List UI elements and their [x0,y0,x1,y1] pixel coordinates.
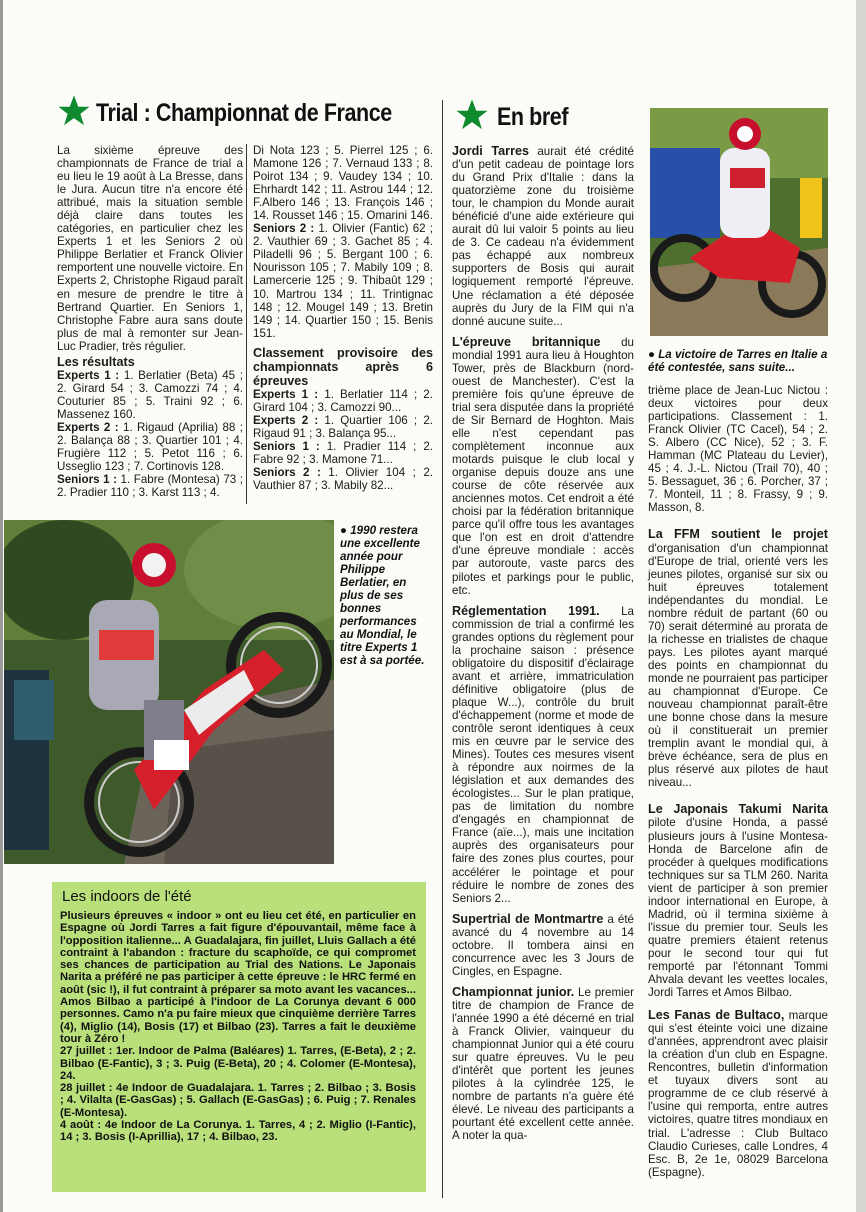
page-edge-left [0,0,3,1212]
results-seniors2: Seniors 2 : 1. Olivier (Fantic) 62 ; 2. Vauthier 69 ; 3. Gachet 85 ; 4. Piladelli 96 ; 5. Bergant 100 ; 6. Nourisson 105 ; 7. Mabily 109 ; 8. Lamercerie 125 ; 9. Thibaût 129 ; 10. Martrou 134 ; 11. Trintignac 148 ; 12. Mougel 149 ; 13. Bretin 149 ; 14. Quartier 150 ; 15. Benis 151. [253,222,433,340]
brief-tarres: Jordi Tarres aurait été crédité d'un petit cadeau de pointage lors du Grand Prix d'Italie : dans la quatorzième zone du troisième tour, le champion du Monde aurait bénéficié d'une aide extérieure qui aurait dû lui valoir 5 points au lieu de 3. Ce cadeau n'a évidemment pas échappé aux nombreux supporters de Bosis qui aurait logiquement remporté l'épreuve. Une réclamation a été déposée auprès du Jury de la FIM qui n'a donné aucune suite... [452,144,634,328]
page-edge-right [856,0,866,1212]
indoors-result-palma: 27 juillet : 1er. Indoor de Palma (Baléares) 1. Tarres, (E-Beta), 2 ; 2. Bilbao (E-Fantic), 3 ; 3. Puig (E-Beta), 20 ; 4. Colomer (E-Montesa), 24. [60,1045,416,1082]
photo-tarres [650,108,828,336]
section-title-trial: Trial : Championnat de France [96,99,392,127]
classement-experts1: Experts 1 : 1. Berlatier 114 ; 2. Girard 104 ; 3. Camozzi 90... [253,387,433,414]
section-title-en-bref: En bref [497,103,569,131]
indoors-paragraph: Plusieurs épreuves « indoor » ont eu lieu cet été, en particulier en Espagne où Jordi Tarres a fait figure d'épouvantail, même face à l'opposition italienne... A Guadalajara, fin juillet, Lluis Gallach a été contraint à l'abandon : fracture du scaphoïde, ce qui compromet ses chances de participation au Trial des Nations. Le Japonais Narita a préféré ne pas participer à cette épreuve : le HRC fermé en août (sic !), il fut contraint à préparer sa moto avant les vacances... Amos Bilbao a participé à l'indoor de La Corunya devant 6 000 personnes. Camo n'a pu faire mieux que cinquième derrière Tarres (4), Miglio (14), Bosis (17) et Bilbao (23). Tarres a fait le deuxième tour à Zéro ! [60,910,416,1045]
results-heading: Les résultats [57,354,135,369]
column-1 [57,144,243,499]
classement-seniors2: Seniors 2 : 1. Olivier 104 ; 2. Vauthier 87 ; 3. Mabily 82... [253,465,433,493]
brief-ffm: La FFM soutient le projet d'organisation d'un championnat d'Europe de trial, orienté vers les jeunes pilotes, organisé sur six ou huit épreuves totalement indépendantes du mondial. Le nombre réduit de partant (60 ou 70) serait déterminé au prorata de la richesse en trialistes de chaque pays. Les pilotes ayant marqué des points en championnat du monde ne pourraient pas participer au championnat d'Europe. Ce nouveau championnat paraît-être une bonne chose dans la mesure où il constituerait un premier tremplin avant le mondial qui, à brève échéance, sera de plus en plus réservé aux pilotes de haut niveau... [648,527,828,790]
indoors-box [52,882,426,1192]
brief-britannique: L'épreuve britannique du mondial 1991 aura lieu à Houghton Tower, près de Blackburn (nord-ouest de Manchester). C'est la première fois qu'une épreuve de trial sera disputée dans la propriété de Sir Bernard de Hoghton. Mais elle n'est cependant pas complètement inconnue aux motards puisque le club local y organise depuis douze ans une course de côte réservée aux anciennes motos. Cet endroit a été choisi par la fédération britannique parce qu'il offre tous les avantages que l'on est en droit d'attendre d'une épreuve mondiale : accès par autoroute, vaste parcs des pilotes et parkings pour le public, etc. [452,334,634,597]
results-seniors1: Seniors 1 : 1. Fabre (Montesa) 73 ; 2. Pradier 110 ; 3. Karst 113 ; 4. [57,473,243,500]
classement-experts2: Experts 2 : 1. Quartier 106 ; 2. Rigaud 91 ; 3. Balança 95... [253,413,433,440]
column-4 [648,384,828,1179]
section-divider [442,100,443,1198]
photo-caption-tarres: ● La victoire de Tarres en Italie a été contestée, sans suite... [648,348,828,374]
indoors-result-guadalajara: 28 juillet : 4e Indoor de Guadalajara. 1. Tarres ; 2. Bilbao ; 3. Bosis ; 4. Vilalta (E-GasGas) ; 5. Gallach (E-GasGas) ; 6. Puig ; 7. Renales (E-Montesa). [60,1082,416,1119]
photo-caption-berlatier: ● 1990 restera une excellente année pour Philippe Berlatier, en plus de ses bonnes performances au Mondial, le titre Experts 1 est à sa portée. [340,524,425,667]
brief-reglementation: Réglementation 1991. La commission de trial a confirmé les grandes options du règlement pour la prochaine saison : présence obligatoire du dispositif d'éclairage avant et arrière, immatriculation définitive obligatoire (plus de plaque W...), contrôle du bruit d'échappement (norme et mode de contrôle seront identiques à ceux mis en œuvre par le service des Mines). Toutes ces mesures visent à répondre aux noirmes de la législation et aux demandes des écologistes... Sur le plan pratique, pas de limitation du nombre d'engagés en championnat de France (aïe...), mais une incitation auprès des organisateurs pour faire des zones plus courtes, pour accélérer le pointage et pour réduire le nombre de zones des Seniors 2... [452,603,634,905]
classement-seniors1: Seniors 1 : 1. Pradier 114 ; 2. Fabre 92 ; 3. Mamone 71... [253,439,433,466]
indoors-title: Les indoors de l'été [62,888,192,905]
indoors-body [60,910,416,1144]
photo-berlatier [4,520,334,864]
intro-paragraph: La sixième épreuve des championnats de France de trial a eu lieu le 19 août à La Bresse, dans le Jura. Aucun titre n'a encore été attribué, mais la situation semble déjà claire dans toutes les catégories, en particulier chez les Experts 1 et les Seniors 2 où Philippe Berlatier et Franck Olivier remportent une nouvelle victoire. En Experts 2, Christophe Rigaud paraît en mesure de prendre le titre à Bertrand Quartier. En Seniors 1, Christophe Fabre aura sans doute plus de mal à remonter sur Jean-Luc Pradier, très régulier. [57,144,243,353]
indoors-result-corunya: 4 août : 4e Indoor de La Corunya. 1. Tarres, 4 ; 2. Miglio (I-Fantic), 14 ; 3. Bosis (I-Aprillia), 17 ; 4. Bilbao, 23. [60,1119,416,1144]
brief-supertrial: Supertrial de Montmartre a été avancé du 4 novembre au 14 octobre. Il tombera ainsi en concurrence avec les 3 Jours de Cingles, en Espagne. [452,911,634,978]
results-experts1: Experts 1 : 1. Berlatier (Beta) 45 ; 2. Girard 54 ; 3. Camozzi 74 ; 4. Couturier 85 ; 5. Traini 92 ; 6. Massenez 160. [57,368,243,421]
brief-narita: Le Japonais Takumi Narita pilote d'usine Honda, a passé plusieurs jours à l'usine Montesa-Honda de Barcelone afin de procéder à quelques modifications techniques sur sa TLM 260. Narita vient de participer à son premier indoor international en Europe, à Madrid, où il termina sixième à l'issue du premier tour. Seuls les quatre premiers étaient retenus pour le second tour qui fut remporté par l'étonnant Tommi Ahvala devant les veettes locales, Jordi Tarres et Amos Bilbao. [648,802,828,1000]
column-3 [452,145,634,1142]
star-icon [455,98,489,132]
results-experts2: Experts 2 : 1. Rigaud (Aprilia) 88 ; 2. Balança 88 ; 3. Quartier 101 ; 4. Frugière 112 ; 5. Petot 116 ; 6. Usseglio 123 ; 7. Cortinovis 128. [57,420,243,474]
star-icon [57,94,91,128]
results-seniors1-cont: Di Nota 123 ; 5. Pierrel 125 ; 6. Mamone 126 ; 7. Vernaud 133 ; 8. Poirot 134 ; 9. Vaudey 134 ; 10. Ehrhardt 142 ; 11. Astrou 144 ; 12. F.Albero 146 ; 13. François 146 ; 14. Rousset 146 ; 15. Omarini 146. [253,144,433,223]
column-divider [246,144,247,504]
brief-bultaco: Les Fanas de Bultaco, marque qui s'est éteinte voici une dizaine d'années, apprendront avec plaisir la création d'un club en Espagne. Rencontres, bulletin d'information et tuyaux divers sont au programme de ce club réservé à l'usine qui remporta, entre autres victoires, quatre titres mondiaux en trial. L'adresse : Club Bultaco Claudio Curieses, calle Londres, 4 Esc. B, 2e 1e, 08029 Barcelona (Espagne). [648,1008,828,1179]
classement-heading: Classement provisoire des championnats après 6 épreuves [253,345,433,388]
column-2 [253,144,433,492]
brief-junior-cont: trième place de Jean-Luc Nictou : deux victoires pour deux participations. Classement : 1. Franck Olivier (TC Cacel), 54 ; 2. S. Albero (CC Nice), 52 ; 3. F. Hamman (MC Plateau du Levier), 45 ; 4. J.-L. Nictou (Trail 70), 40 ; 5. Bessaguet, 36 ; 6. Porcher, 37 ; 7. Monteil, 11 ; 8. Frassy, 9 ; 9. Masson, 8. [648,384,828,515]
brief-junior: Championnat junior. Le premier titre de champion de France de l'année 1990 a été décerné en trial à Franck Olivier, vainqueur du championnat Junior qui a été couru sur quatre épreuves. Vu le peu d'intérêt que portent les jeunes pilotes à la cylindrée 125, le nombre de partants n'a guère été élevé. Le niveau des participants a pourtant été excellent cette année. A noter la qua- [452,984,634,1143]
